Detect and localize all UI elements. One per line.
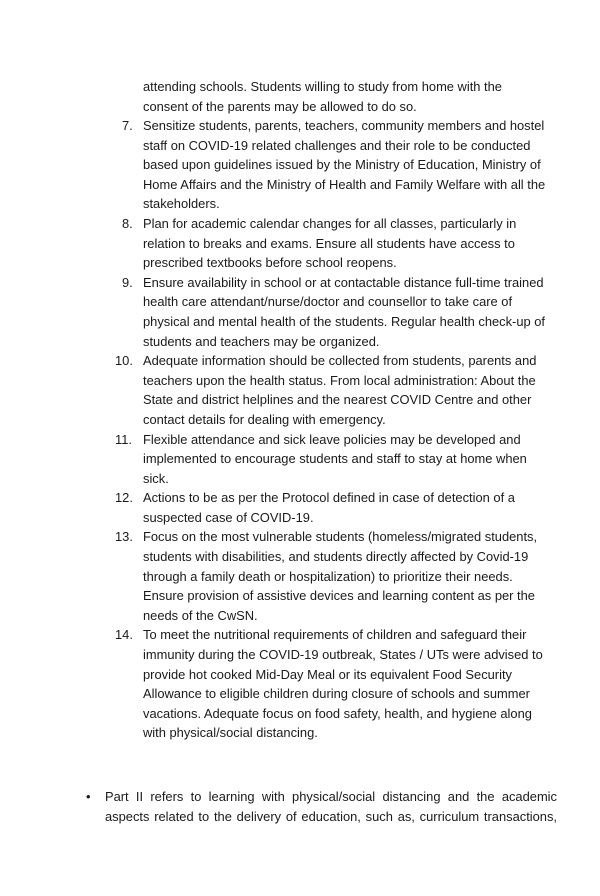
text-line: Flexible attendance and sick leave policies may be developed and bbox=[143, 431, 521, 447]
text-line: consent of the parents may be allowed to do so. bbox=[143, 98, 417, 114]
list-item bbox=[0, 214, 600, 273]
text-line: provide hot cooked Mid-Day Meal or its equivalent Food Security bbox=[143, 666, 512, 682]
text-line: Ensure provision of assistive devices and learning content as per the bbox=[143, 588, 535, 604]
list-item-number: 13. bbox=[115, 529, 133, 545]
text-line: contact details for dealing with emergency. bbox=[143, 411, 386, 427]
text-line: relation to breaks and exams. Ensure all students have access to bbox=[143, 235, 515, 251]
text-line: Actions to be as per the Protocol defined in case of detection of a bbox=[143, 490, 515, 506]
text-line: Allowance to eligible children during closure of schools and summer bbox=[143, 686, 530, 702]
text-line: suspected case of COVID-19. bbox=[143, 509, 314, 525]
list-item bbox=[0, 430, 600, 489]
list-item-number: 12. bbox=[115, 490, 133, 506]
list-item bbox=[0, 625, 600, 743]
list-item bbox=[0, 488, 600, 527]
list-item-text bbox=[143, 430, 563, 489]
text-line: vacations. Adequate focus on food safety, health, and hygiene along bbox=[143, 705, 532, 721]
list-item-number: 11. bbox=[115, 431, 132, 447]
text-line: based upon guidelines issued by the Ministry of Education, Ministry of bbox=[143, 157, 541, 173]
list-item-number: 7. bbox=[122, 118, 133, 133]
text-line: health care attendant/nurse/doctor and counsellor to take care of bbox=[143, 294, 513, 310]
text-line: teachers upon the health status. From local administration: About the bbox=[143, 372, 536, 388]
text-line: aspects related to the delivery of education, such as, curriculum transactions, bbox=[105, 808, 557, 824]
bullet-icon: • bbox=[86, 789, 91, 804]
list-item-text bbox=[143, 351, 563, 429]
list-item-text bbox=[143, 488, 563, 527]
text-line: immunity during the COVID-19 outbreak, States / UTs were advised to bbox=[143, 647, 543, 663]
list-item bbox=[0, 273, 600, 351]
text-line: stakeholders. bbox=[143, 196, 220, 212]
text-line: Sensitize students, parents, teachers, community members and hostel bbox=[143, 118, 545, 133]
text-line: Focus on the most vulnerable students (homeless/migrated students, bbox=[143, 529, 538, 545]
list-item-text bbox=[143, 116, 563, 214]
text-line: through a family death or hospitalization) to prioritize their needs. bbox=[143, 568, 513, 584]
text-line: Home Affairs and the Ministry of Health and Family Welfare with all the bbox=[143, 176, 546, 192]
bullet-text bbox=[105, 787, 557, 826]
text-line: Part II refers to learning with physical/social distancing and the academic bbox=[105, 789, 557, 804]
list-item-text bbox=[143, 625, 563, 743]
text-line: staff on COVID-19 related challenges and their role to be conducted bbox=[143, 137, 531, 153]
text-line: physical and mental health of the students. Regular health check-up of bbox=[143, 313, 546, 329]
text-line: students with disabilities, and students directly affected by Covid-19 bbox=[143, 549, 529, 565]
list-item-text bbox=[143, 214, 563, 273]
text-line: implemented to encourage students and staff to stay at home when bbox=[143, 451, 527, 467]
text-line: Ensure availability in school or at contactable distance full-time trained bbox=[143, 274, 544, 290]
list-item bbox=[0, 527, 600, 625]
text-line: needs of the CwSN. bbox=[143, 607, 258, 623]
list-item-number: 14. bbox=[115, 627, 133, 643]
list-item bbox=[0, 351, 600, 429]
bullet-paragraph bbox=[0, 787, 600, 826]
text-line: State and district helplines and the nearest COVID Centre and other bbox=[143, 392, 532, 408]
text-line: Plan for academic calendar changes for all classes, particularly in bbox=[143, 215, 517, 231]
list-item bbox=[0, 116, 600, 214]
text-line: sick. bbox=[143, 470, 169, 486]
list-item-text bbox=[143, 273, 563, 351]
list-item-text bbox=[143, 527, 563, 625]
numbered-list bbox=[0, 116, 600, 743]
text-line: with physical/social distancing. bbox=[143, 725, 318, 741]
list-item-number: 10. bbox=[115, 353, 133, 369]
text-line: To meet the nutritional requirements of children and safeguard their bbox=[143, 627, 527, 643]
list-item-number: 9. bbox=[122, 274, 133, 290]
list-item-number: 8. bbox=[122, 215, 133, 231]
continued-paragraph bbox=[143, 77, 563, 116]
text-line: students and teachers may be organized. bbox=[143, 333, 380, 349]
text-line: Adequate information should be collected from students, parents and bbox=[143, 353, 537, 369]
text-line: attending schools. Students willing to study from home with the bbox=[143, 79, 502, 94]
text-line: prescribed textbooks before school reopens. bbox=[143, 255, 397, 271]
